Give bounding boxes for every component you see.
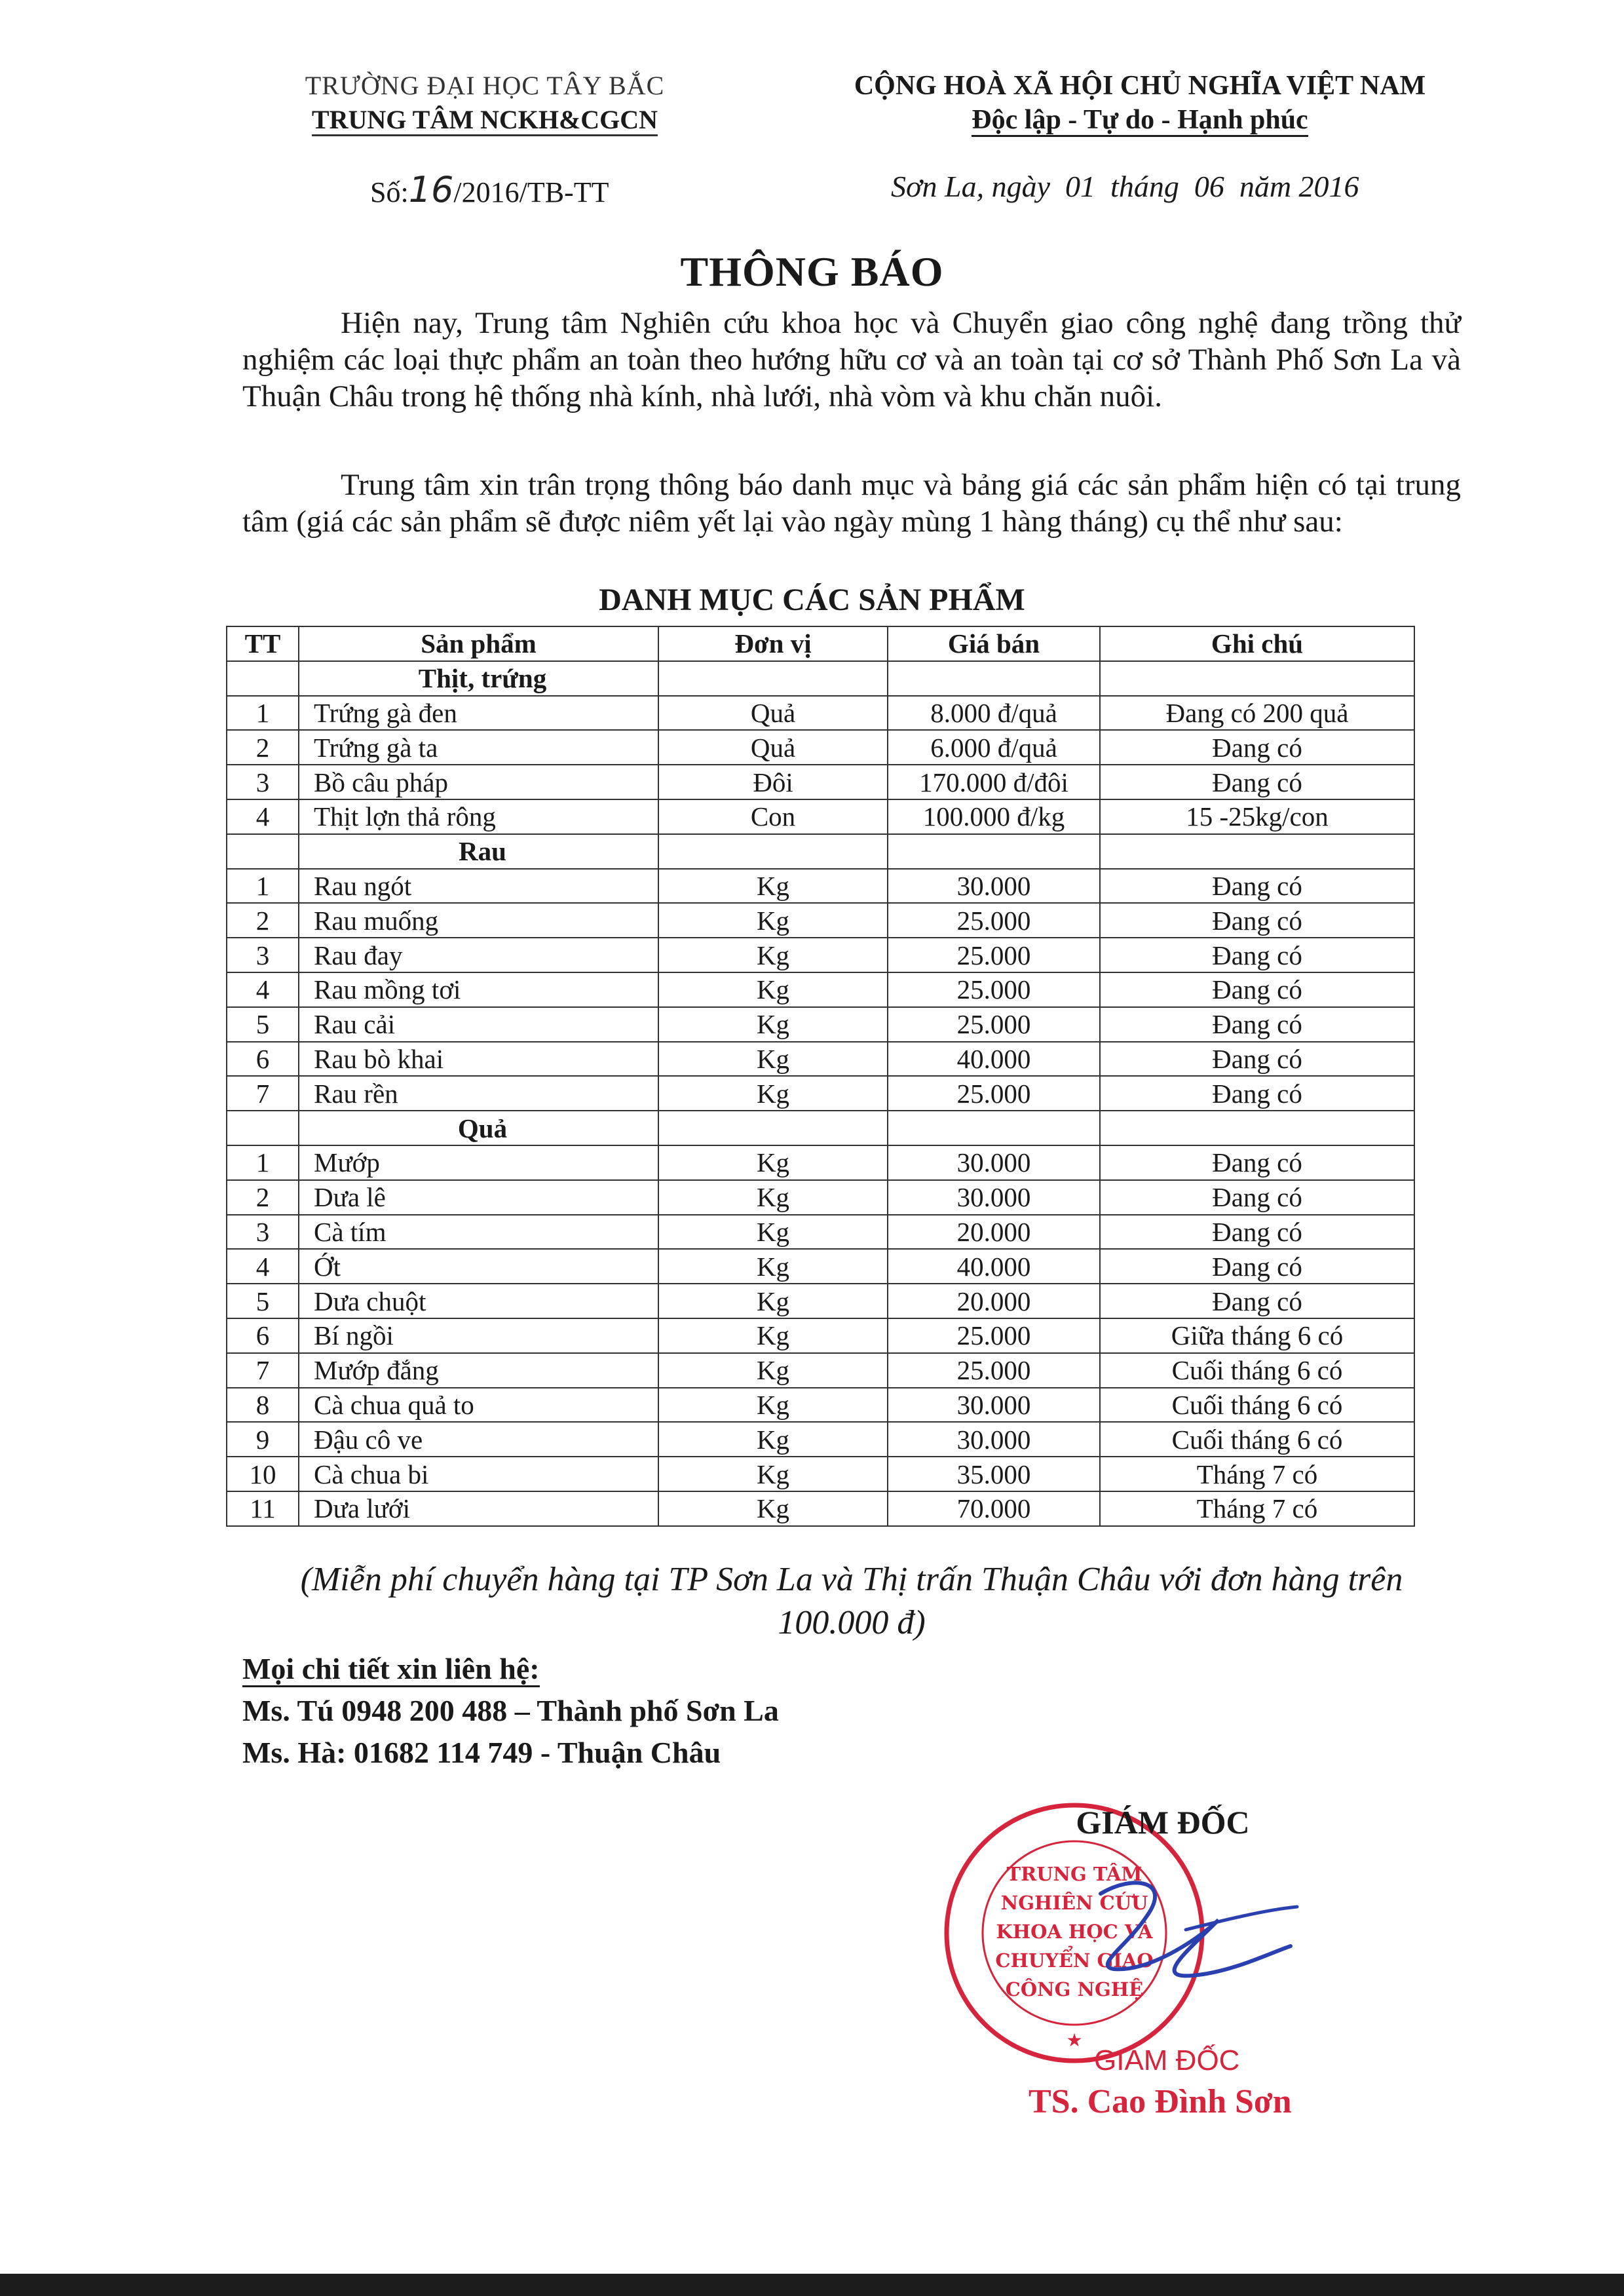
cell-tt: 2 xyxy=(227,1180,299,1215)
cell-unit xyxy=(658,834,888,869)
table-row xyxy=(227,1284,1414,1318)
cell-note: Đang có xyxy=(1100,1076,1414,1111)
cell-unit: Kg xyxy=(658,1388,888,1423)
contact-block xyxy=(242,1648,779,1774)
svg-text:★: ★ xyxy=(1066,2031,1083,2051)
cell-price: 25.000 xyxy=(888,1007,1100,1042)
cell-price: 30.000 xyxy=(888,1388,1100,1423)
cell-tt: 3 xyxy=(227,765,299,799)
cell-price: 30.000 xyxy=(888,1145,1100,1180)
cell-note: Đang có xyxy=(1100,1007,1414,1042)
cell-note: Tháng 7 có xyxy=(1100,1491,1414,1526)
cell-tt: 2 xyxy=(227,903,299,938)
table-row xyxy=(227,972,1414,1007)
table-title: DANH MỤC CÁC SẢN PHẨM xyxy=(599,583,1025,617)
cell-price: 6.000 đ/quả xyxy=(888,730,1100,765)
cell-unit: Kg xyxy=(658,1180,888,1215)
product-table xyxy=(226,626,1415,1527)
paragraph-notice: Trung tâm xin trân trọng thông báo danh mục và bảng giá các sản phẩm hiện có tại trung tâm (giá các sản phẩm sẽ được niêm yết lại vào ngày mùng 1 hàng tháng) cụ thể như sau: xyxy=(242,468,1461,539)
table-row xyxy=(227,1145,1414,1180)
cell-price: 30.000 xyxy=(888,869,1100,904)
nation-name: CỘNG HOÀ XÃ HỘI CHỦ NGHĨA VIỆT NAM xyxy=(854,71,1426,101)
cell-unit: Kg xyxy=(658,1215,888,1250)
cell-tt: 7 xyxy=(227,1353,299,1388)
section-name: Rau xyxy=(299,834,658,869)
stamp-text-line: TRUNG TÂM xyxy=(1006,1863,1142,1885)
cell-note: Tháng 7 có xyxy=(1100,1457,1414,1491)
header-tt: TT xyxy=(227,626,299,661)
document-title: THÔNG BÁO xyxy=(680,248,944,295)
nation-header xyxy=(806,69,1474,137)
cell-note xyxy=(1100,834,1414,869)
cell-note: Đang có xyxy=(1100,938,1414,972)
table-row xyxy=(227,1318,1414,1353)
cell-product: Đậu cô ve xyxy=(299,1422,658,1457)
cell-note: Đang có 200 quả xyxy=(1100,696,1414,731)
cell-tt: 9 xyxy=(227,1422,299,1457)
cell-unit: Kg xyxy=(658,1457,888,1491)
cell-tt: 1 xyxy=(227,869,299,904)
cell-tt xyxy=(227,661,299,696)
cell-tt: 3 xyxy=(227,1215,299,1250)
table-row xyxy=(227,1007,1414,1042)
cell-product: Trứng gà ta xyxy=(299,730,658,765)
cell-tt: 6 xyxy=(227,1318,299,1353)
cell-product: Mướp đắng xyxy=(299,1353,658,1388)
cell-note xyxy=(1100,661,1414,696)
table-row xyxy=(227,1180,1414,1215)
cell-price: 30.000 xyxy=(888,1180,1100,1215)
handwritten-number: 16 xyxy=(408,169,454,210)
cell-unit: Kg xyxy=(658,1318,888,1353)
cell-unit: Kg xyxy=(658,1491,888,1526)
cell-note: Giữa tháng 6 có xyxy=(1100,1318,1414,1353)
cell-product: Trứng gà đen xyxy=(299,696,658,731)
cell-price xyxy=(888,1111,1100,1145)
cell-unit: Kg xyxy=(658,903,888,938)
cell-unit xyxy=(658,1111,888,1145)
cell-tt: 4 xyxy=(227,1249,299,1284)
cell-unit: Kg xyxy=(658,1007,888,1042)
cell-unit: Kg xyxy=(658,1249,888,1284)
cell-product: Dưa lê xyxy=(299,1180,658,1215)
cell-product: Rau đay xyxy=(299,938,658,972)
cell-tt xyxy=(227,1111,299,1145)
cell-price: 8.000 đ/quả xyxy=(888,696,1100,731)
cell-note: 15 -25kg/con xyxy=(1100,799,1414,834)
cell-unit: Con xyxy=(658,799,888,834)
cell-tt: 11 xyxy=(227,1491,299,1526)
cell-product: Bồ câu pháp xyxy=(299,765,658,799)
center-name: TRUNG TÂM NCKH&CGCN xyxy=(249,103,721,137)
cell-unit: Kg xyxy=(658,1076,888,1111)
cell-product: Cà tím xyxy=(299,1215,658,1250)
section-name: Thịt, trứng xyxy=(299,661,658,696)
cell-note: Đang có xyxy=(1100,1249,1414,1284)
cell-note: Cuối tháng 6 có xyxy=(1100,1422,1414,1457)
header-product: Sản phẩm xyxy=(299,626,658,661)
table-section-row xyxy=(227,1111,1414,1145)
cell-unit: Kg xyxy=(658,1353,888,1388)
cell-note: Đang có xyxy=(1100,1215,1414,1250)
cell-tt: 5 xyxy=(227,1284,299,1318)
cell-price: 25.000 xyxy=(888,1353,1100,1388)
stamp-text-line: KHOA HỌC VÀ xyxy=(996,1921,1153,1943)
cell-tt: 10 xyxy=(227,1457,299,1491)
cell-tt: 1 xyxy=(227,1145,299,1180)
document-number: Số:16/2016/TB-TT xyxy=(370,169,609,210)
table-row xyxy=(227,1457,1414,1491)
cell-note: Đang có xyxy=(1100,869,1414,904)
cell-tt xyxy=(227,834,299,869)
cell-product: Bí ngồi xyxy=(299,1318,658,1353)
cell-unit: Kg xyxy=(658,1284,888,1318)
cell-product: Rau rền xyxy=(299,1076,658,1111)
table-row xyxy=(227,1491,1414,1526)
table-row xyxy=(227,1353,1414,1388)
table-header-row xyxy=(227,626,1414,661)
table-row xyxy=(227,1388,1414,1423)
stamp-text-line: CÔNG NGHỆ xyxy=(1005,1978,1144,2000)
table-row xyxy=(227,1215,1414,1250)
stamp-title-label: GIÁM ĐỐC xyxy=(1094,2044,1240,2076)
cell-tt: 6 xyxy=(227,1042,299,1077)
org-header xyxy=(249,69,721,137)
cell-tt: 4 xyxy=(227,799,299,834)
table-row xyxy=(227,1249,1414,1284)
cell-price: 20.000 xyxy=(888,1284,1100,1318)
cell-tt: 7 xyxy=(227,1076,299,1111)
section-name: Quả xyxy=(299,1111,658,1145)
cell-product: Rau muống xyxy=(299,903,658,938)
contact-line: Ms. Tú 0948 200 488 – Thành phố Sơn La xyxy=(242,1694,779,1727)
header-price: Giá bán xyxy=(888,626,1100,661)
stamp-text-line: CHUYỂN GIAO xyxy=(995,1949,1154,1972)
table-row xyxy=(227,730,1414,765)
contact-title: Mọi chi tiết xin liên hệ: xyxy=(242,1648,779,1690)
product-table-body xyxy=(227,661,1414,1526)
stamp-text-line: NGHIÊN CỨU xyxy=(1000,1892,1148,1914)
cell-tt: 8 xyxy=(227,1388,299,1423)
cell-price: 20.000 xyxy=(888,1215,1100,1250)
cell-note: Cuối tháng 6 có xyxy=(1100,1388,1414,1423)
cell-note: Cuối tháng 6 có xyxy=(1100,1353,1414,1388)
signature-handwritten xyxy=(1022,1854,1323,1999)
cell-unit: Quả xyxy=(658,696,888,731)
cell-unit: Kg xyxy=(658,1042,888,1077)
cell-note: Đang có xyxy=(1100,972,1414,1007)
cell-note: Đang có xyxy=(1100,765,1414,799)
cell-product: Rau cải xyxy=(299,1007,658,1042)
table-section-row xyxy=(227,661,1414,696)
cell-product: Rau bò khai xyxy=(299,1042,658,1077)
cell-unit: Kg xyxy=(658,1145,888,1180)
table-row xyxy=(227,903,1414,938)
cell-note: Đang có xyxy=(1100,730,1414,765)
cell-unit: Quả xyxy=(658,730,888,765)
cell-product: Cà chua bi xyxy=(299,1457,658,1491)
cell-price xyxy=(888,661,1100,696)
cell-product: Dưa lưới xyxy=(299,1491,658,1526)
cell-product: Rau ngót xyxy=(299,869,658,904)
cell-tt: 2 xyxy=(227,730,299,765)
cell-product: Dưa chuột xyxy=(299,1284,658,1318)
cell-note xyxy=(1100,1111,1414,1145)
table-row xyxy=(227,765,1414,799)
cell-unit: Kg xyxy=(658,1422,888,1457)
cell-price: 70.000 xyxy=(888,1491,1100,1526)
table-row xyxy=(227,696,1414,731)
university-name: TRƯỜNG ĐẠI HỌC TÂY BẮC xyxy=(305,71,665,100)
cell-tt: 1 xyxy=(227,696,299,731)
cell-unit: Đôi xyxy=(658,765,888,799)
cell-unit: Kg xyxy=(658,938,888,972)
cell-unit xyxy=(658,661,888,696)
cell-product: Cà chua quả to xyxy=(299,1388,658,1423)
cell-product: Rau mồng tơi xyxy=(299,972,658,1007)
cell-unit: Kg xyxy=(658,972,888,1007)
cell-price xyxy=(888,834,1100,869)
table-row xyxy=(227,1076,1414,1111)
cell-price: 30.000 xyxy=(888,1422,1100,1457)
cell-price: 100.000 đ/kg xyxy=(888,799,1100,834)
signature-title: GIÁM ĐỐC xyxy=(1076,1804,1250,1841)
cell-note: Đang có xyxy=(1100,903,1414,938)
cell-note: Đang có xyxy=(1100,1180,1414,1215)
cell-product: Thịt lợn thả rông xyxy=(299,799,658,834)
cell-note: Đang có xyxy=(1100,1145,1414,1180)
cell-price: 40.000 xyxy=(888,1042,1100,1077)
cell-price: 170.000 đ/đôi xyxy=(888,765,1100,799)
director-name: TS. Cao Đình Sơn xyxy=(1029,2083,1292,2120)
header-note: Ghi chú xyxy=(1100,626,1414,661)
shipping-note: (Miễn phí chuyển hàng tại TP Sơn La và Thị trấn Thuận Châu với đơn hàng trên 100.000 đ) xyxy=(300,1561,1403,1641)
cell-price: 25.000 xyxy=(888,903,1100,938)
cell-tt: 5 xyxy=(227,1007,299,1042)
cell-price: 25.000 xyxy=(888,972,1100,1007)
cell-tt: 3 xyxy=(227,938,299,972)
table-section-row xyxy=(227,834,1414,869)
cell-price: 25.000 xyxy=(888,1076,1100,1111)
cell-price: 35.000 xyxy=(888,1457,1100,1491)
cell-product: Ớt xyxy=(299,1249,658,1284)
header-unit: Đơn vị xyxy=(658,626,888,661)
table-row xyxy=(227,799,1414,834)
table-row xyxy=(227,1042,1414,1077)
document-date: Sơn La, ngày 01 tháng 06 năm 2016 xyxy=(891,170,1359,203)
cell-price: 25.000 xyxy=(888,1318,1100,1353)
national-motto: Độc lập - Tự do - Hạnh phúc xyxy=(806,103,1474,137)
cell-price: 25.000 xyxy=(888,938,1100,972)
cell-unit: Kg xyxy=(658,869,888,904)
cell-price: 40.000 xyxy=(888,1249,1100,1284)
table-row xyxy=(227,869,1414,904)
cell-note: Đang có xyxy=(1100,1042,1414,1077)
table-row xyxy=(227,938,1414,972)
cell-tt: 4 xyxy=(227,972,299,1007)
scan-border xyxy=(0,2274,1624,2296)
paragraph-intro: Hiện nay, Trung tâm Nghiên cứu khoa học và Chuyển giao công nghệ đang trồng thử nghiệm các loại thực phẩm an toàn theo hướng hữu cơ và an toàn tại cơ sở Thành Phố Sơn La và Thuận Châu trong hệ thống nhà kính, nhà lưới, nhà vòm và khu chăn nuôi. xyxy=(242,306,1461,413)
table-row xyxy=(227,1422,1414,1457)
cell-product: Mướp xyxy=(299,1145,658,1180)
contact-line: Ms. Hà: 01682 114 749 - Thuận Châu xyxy=(242,1736,721,1769)
cell-note: Đang có xyxy=(1100,1284,1414,1318)
